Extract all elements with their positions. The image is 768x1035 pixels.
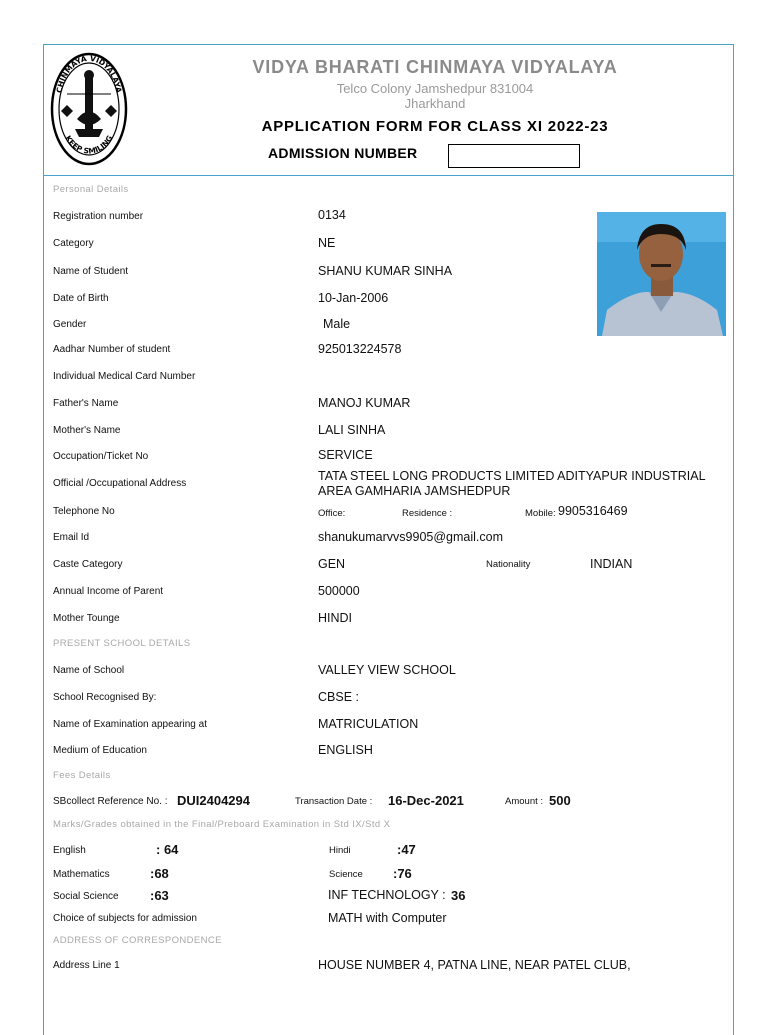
medium-label: Medium of Education (53, 745, 147, 756)
category-value: NE (318, 236, 336, 250)
father-name-value: MANOJ KUMAR (318, 396, 411, 410)
caste-value: GEN (318, 557, 346, 571)
subject-choice-value: MATH with Computer (328, 911, 447, 925)
caste-label: Caste Category (53, 559, 123, 570)
mother-name-label: Mother's Name (53, 425, 121, 436)
medium-value: ENGLISH (318, 743, 373, 757)
emblem-top-text: CHINMAYA VIDYALAYA (54, 53, 124, 94)
dob-value: 10-Jan-2006 (318, 291, 389, 305)
emblem-bottom-text: KEEP SMILING (63, 133, 115, 156)
transaction-date-value: 16-Dec-2021 (388, 793, 464, 808)
nationality-label: Nationality (486, 559, 531, 570)
section-fees-details: Fees Details (53, 770, 111, 781)
recognised-by-value: CBSE : (318, 690, 359, 704)
mobile-label: Mobile: (525, 508, 556, 519)
residence-phone-label: Residence : (402, 508, 453, 519)
registration-label: Registration number (53, 211, 144, 222)
sbcollect-ref-value: DUI2404294 (177, 793, 250, 808)
mother-name-value: LALI SINHA (318, 423, 386, 437)
official-address-line1: TATA STEEL LONG PRODUCTS LIMITED ADITYAPUR INDUSTRIAL (318, 469, 706, 483)
form-title: APPLICATION FORM FOR CLASS XI 2022-23 (261, 118, 609, 135)
admission-number-label: ADMISSION NUMBER (268, 145, 418, 161)
school-name: VIDYA BHARATI CHINMAYA VIDYALAYA (252, 57, 618, 77)
official-address-line2: AREA GAMHARIA JAMSHEDPUR (318, 484, 511, 498)
science-label: Science (329, 869, 363, 880)
aadhar-value: 925013224578 (318, 342, 402, 356)
amount-label: Amount : (505, 796, 544, 807)
medical-card-label: Individual Medical Card Number (53, 371, 196, 382)
recognised-by-label: School Recognised By: (53, 692, 157, 703)
occupation-value: SERVICE (318, 448, 373, 462)
mother-tongue-label: Mother Tounge (53, 613, 120, 624)
mother-tongue-value: HINDI (318, 611, 353, 625)
occupation-label: Occupation/Ticket No (53, 451, 149, 462)
science-value: :76 (393, 866, 412, 881)
inf-technology-label: INF TECHNOLOGY : (328, 888, 446, 902)
school-address-line1: Telco Colony Jamshedpur 831004 (336, 81, 534, 96)
section-marks: Marks/Grades obtained in the Final/Preboard Examination in Std IX/Std X (53, 819, 391, 830)
income-label: Annual Income of Parent (53, 586, 164, 597)
examination-value: MATRICULATION (318, 717, 419, 731)
school-name-value: VALLEY VIEW SCHOOL (318, 663, 456, 677)
english-value: : 64 (156, 842, 179, 857)
hindi-value: :47 (397, 842, 416, 857)
sbcollect-ref-label: SBcollect Reference No. : (53, 796, 168, 807)
email-value: shanukumarvvs9905@gmail.com (318, 530, 503, 544)
student-name-label: Name of Student (53, 266, 129, 277)
registration-value: 0134 (318, 208, 346, 222)
nationality-value: INDIAN (590, 557, 633, 571)
office-phone-label: Office: (318, 508, 346, 519)
section-correspondence: ADDRESS OF CORRESPONDENCE (53, 935, 222, 946)
maths-label: Mathematics (53, 869, 110, 880)
transaction-date-label: Transaction Date : (295, 796, 373, 807)
inf-technology-value: 36 (451, 888, 466, 903)
income-value: 500000 (318, 584, 360, 598)
social-science-label: Social Science (53, 891, 119, 902)
subject-choice-label: Choice of subjects for admission (53, 913, 197, 924)
gender-label: Gender (53, 319, 87, 330)
school-name-label: Name of School (53, 665, 125, 676)
school-emblem-icon (47, 49, 131, 169)
english-label: English (53, 845, 86, 856)
address-line1-value: HOUSE NUMBER 4, PATNA LINE, NEAR PATEL CLUB, (318, 958, 631, 972)
examination-label: Name of Examination appearing at (53, 719, 207, 730)
admission-number-box (448, 144, 580, 168)
maths-value: :68 (150, 866, 169, 881)
mobile-value: 9905316469 (558, 504, 628, 518)
category-label: Category (53, 238, 94, 249)
hindi-label: Hindi (329, 845, 351, 856)
social-science-value: :63 (150, 888, 169, 903)
section-personal-details: Personal Details (53, 184, 129, 195)
official-address-label: Official /Occupational Address (53, 478, 187, 489)
student-photo (597, 212, 726, 336)
telephone-label: Telephone No (53, 506, 115, 517)
section-present-school: PRESENT SCHOOL DETAILS (53, 638, 191, 649)
gender-value: Male (323, 317, 351, 331)
father-name-label: Father's Name (53, 398, 119, 409)
address-line1-label: Address Line 1 (53, 960, 120, 971)
email-label: Email Id (53, 532, 90, 543)
school-address-line2: Jharkhand (404, 96, 466, 111)
aadhar-label: Aadhar Number of student (53, 344, 171, 355)
dob-label: Date of Birth (53, 293, 109, 304)
header-divider (43, 175, 733, 176)
student-name-value: SHANU KUMAR SINHA (318, 264, 453, 278)
amount-value: 500 (549, 793, 571, 808)
